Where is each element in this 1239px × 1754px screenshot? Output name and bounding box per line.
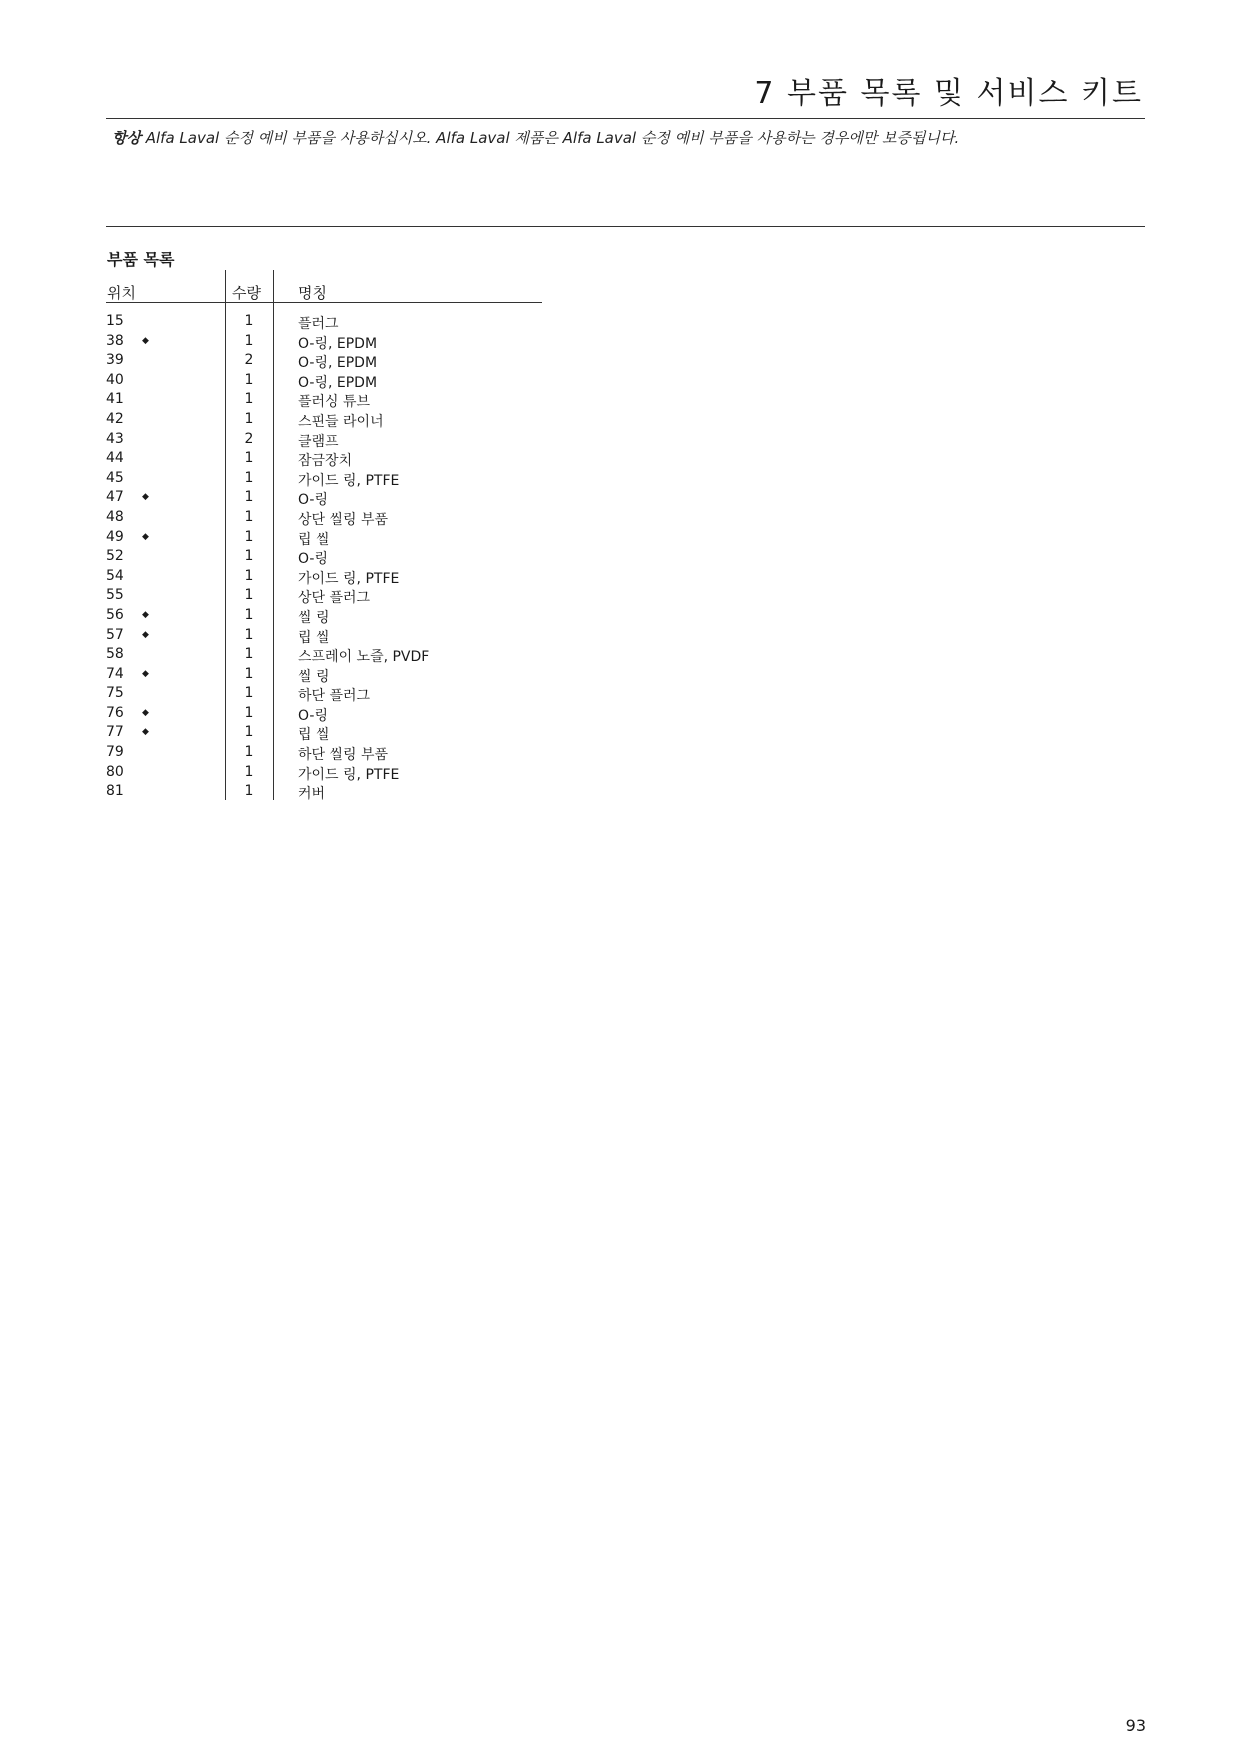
- quantity-cell: 1: [244, 744, 254, 761]
- position-cell: 41: [106, 391, 124, 408]
- name-cell: 씰 링: [298, 609, 330, 626]
- position-cell: 54: [106, 567, 124, 584]
- name-cell: O-링: [298, 551, 328, 568]
- name-cell: 커버: [298, 786, 326, 803]
- name-cell: 하단 씰링 부품: [298, 747, 389, 764]
- quantity-cell: 1: [244, 371, 254, 388]
- name-cell: 플러그: [298, 316, 339, 332]
- table-row: [106, 332, 542, 352]
- name-cell: 플러싱 튜브: [298, 394, 371, 411]
- notice-lead: 항상: [112, 129, 141, 147]
- table-row: [106, 626, 542, 646]
- table-row: [106, 704, 542, 724]
- table-row: [106, 782, 542, 802]
- position-cell: 39: [106, 352, 124, 369]
- position-cell: 40: [106, 371, 124, 388]
- quantity-cell: 1: [244, 469, 254, 486]
- name-cell: 상단 플러그: [298, 590, 371, 607]
- header-name: 명칭: [298, 284, 327, 302]
- table-row: [106, 684, 542, 704]
- notice-text: Alfa Laval 순정 예비 부품을 사용하십시오. Alfa Laval 제품은 Alfa Laval 순정 예비 부품을 사용하는 경우에만 보증됩니다.: [140, 129, 960, 147]
- header-position: 위치: [107, 284, 136, 302]
- section-rule: [106, 226, 1145, 227]
- position-cell: 45: [106, 469, 124, 486]
- parts-list-title: 부품 목록: [107, 250, 175, 269]
- position-cell: 57: [106, 626, 124, 643]
- table-row: [106, 351, 542, 371]
- position-cell: 77: [106, 724, 124, 741]
- name-cell: 스프레이 노즐, PVDF: [298, 649, 430, 666]
- quantity-cell: 1: [244, 313, 254, 329]
- service-kit-marker: ◆: [142, 609, 149, 620]
- quantity-cell: 1: [244, 704, 254, 721]
- quantity-cell: 1: [244, 391, 254, 408]
- table-rows: [106, 312, 542, 802]
- quantity-cell: 1: [244, 626, 254, 643]
- table-row: [106, 488, 542, 508]
- table-row: [106, 763, 542, 783]
- quantity-cell: 1: [244, 665, 254, 682]
- name-cell: O-링: [298, 707, 328, 724]
- service-kit-marker: ◆: [142, 335, 149, 346]
- table-row: [106, 606, 542, 626]
- quantity-cell: 1: [244, 489, 254, 506]
- table-row: [106, 665, 542, 685]
- quantity-cell: 1: [244, 528, 254, 545]
- name-cell: O-링, EPDM: [298, 355, 378, 372]
- name-cell: 가이드 링, PTFE: [298, 472, 400, 489]
- header-rule: [106, 118, 1145, 119]
- position-cell: 52: [106, 548, 124, 565]
- name-cell: 스핀들 라이너: [298, 413, 384, 430]
- table-row: [106, 390, 542, 410]
- service-kit-marker: ◆: [142, 668, 149, 679]
- position-cell: 15: [106, 313, 124, 329]
- position-cell: 74: [106, 665, 124, 682]
- name-cell: 립 씰: [298, 727, 330, 744]
- parts-table: [106, 270, 542, 803]
- position-cell: 58: [106, 646, 124, 663]
- notice: [112, 127, 959, 148]
- name-cell: 하단 플러그: [298, 688, 371, 705]
- table-row: [106, 723, 542, 743]
- table-row: [106, 547, 542, 567]
- name-cell: 립 씰: [298, 531, 330, 548]
- quantity-cell: 1: [244, 646, 254, 663]
- quantity-cell: 1: [244, 685, 254, 702]
- table-row: [106, 430, 542, 450]
- quantity-cell: 1: [244, 332, 254, 349]
- service-kit-marker: ◆: [142, 707, 149, 718]
- quantity-cell: 2: [244, 430, 254, 447]
- table-header-rule: [106, 302, 542, 303]
- table-row: [106, 528, 542, 548]
- position-cell: 80: [106, 763, 124, 780]
- table-row: [106, 312, 542, 332]
- quantity-cell: 1: [244, 548, 254, 565]
- quantity-cell: 1: [244, 763, 254, 780]
- table-row: [106, 567, 542, 587]
- position-cell: 56: [106, 606, 124, 623]
- page-number: 93: [1125, 1716, 1146, 1735]
- service-kit-marker: ◆: [142, 492, 149, 503]
- name-cell: 상단 씰링 부품: [298, 511, 389, 528]
- service-kit-marker: ◆: [142, 727, 149, 738]
- chapter-title: 7 부품 목록 및 서비스 키트: [754, 76, 1143, 111]
- position-cell: 44: [106, 450, 124, 467]
- position-cell: 81: [106, 783, 124, 800]
- position-cell: 76: [106, 704, 124, 721]
- table-row: [106, 586, 542, 606]
- table-row: [106, 508, 542, 528]
- table-row: [106, 743, 542, 763]
- name-cell: 립 씰: [298, 629, 330, 646]
- table-row: [106, 449, 542, 469]
- quantity-cell: 1: [244, 783, 254, 800]
- table-row: [106, 371, 542, 391]
- quantity-cell: 2: [244, 352, 254, 369]
- quantity-cell: 1: [244, 410, 254, 427]
- position-cell: 48: [106, 508, 124, 525]
- name-cell: 클램프: [298, 433, 339, 450]
- quantity-cell: 1: [244, 587, 254, 604]
- position-cell: 38: [106, 332, 124, 349]
- name-cell: 잠금장치: [298, 453, 353, 470]
- position-cell: 43: [106, 430, 124, 447]
- table-row: [106, 469, 542, 489]
- service-kit-marker: ◆: [142, 629, 149, 640]
- position-cell: 79: [106, 744, 124, 761]
- position-cell: 49: [106, 528, 124, 545]
- header-quantity: 수량: [232, 284, 261, 302]
- name-cell: O-링, EPDM: [298, 335, 378, 352]
- position-cell: 47: [106, 489, 124, 506]
- name-cell: 가이드 링, PTFE: [298, 570, 400, 587]
- service-kit-marker: ◆: [142, 531, 149, 542]
- name-cell: O-링: [298, 492, 328, 509]
- position-cell: 75: [106, 685, 124, 702]
- position-cell: 42: [106, 410, 124, 427]
- quantity-cell: 1: [244, 724, 254, 741]
- name-cell: 가이드 링, PTFE: [298, 766, 400, 783]
- quantity-cell: 1: [244, 606, 254, 623]
- quantity-cell: 1: [244, 567, 254, 584]
- position-cell: 55: [106, 587, 124, 604]
- name-cell: O-링, EPDM: [298, 374, 378, 391]
- table-row: [106, 410, 542, 430]
- quantity-cell: 1: [244, 450, 254, 467]
- name-cell: 씰 링: [298, 668, 330, 685]
- quantity-cell: 1: [244, 508, 254, 525]
- table-row: [106, 645, 542, 665]
